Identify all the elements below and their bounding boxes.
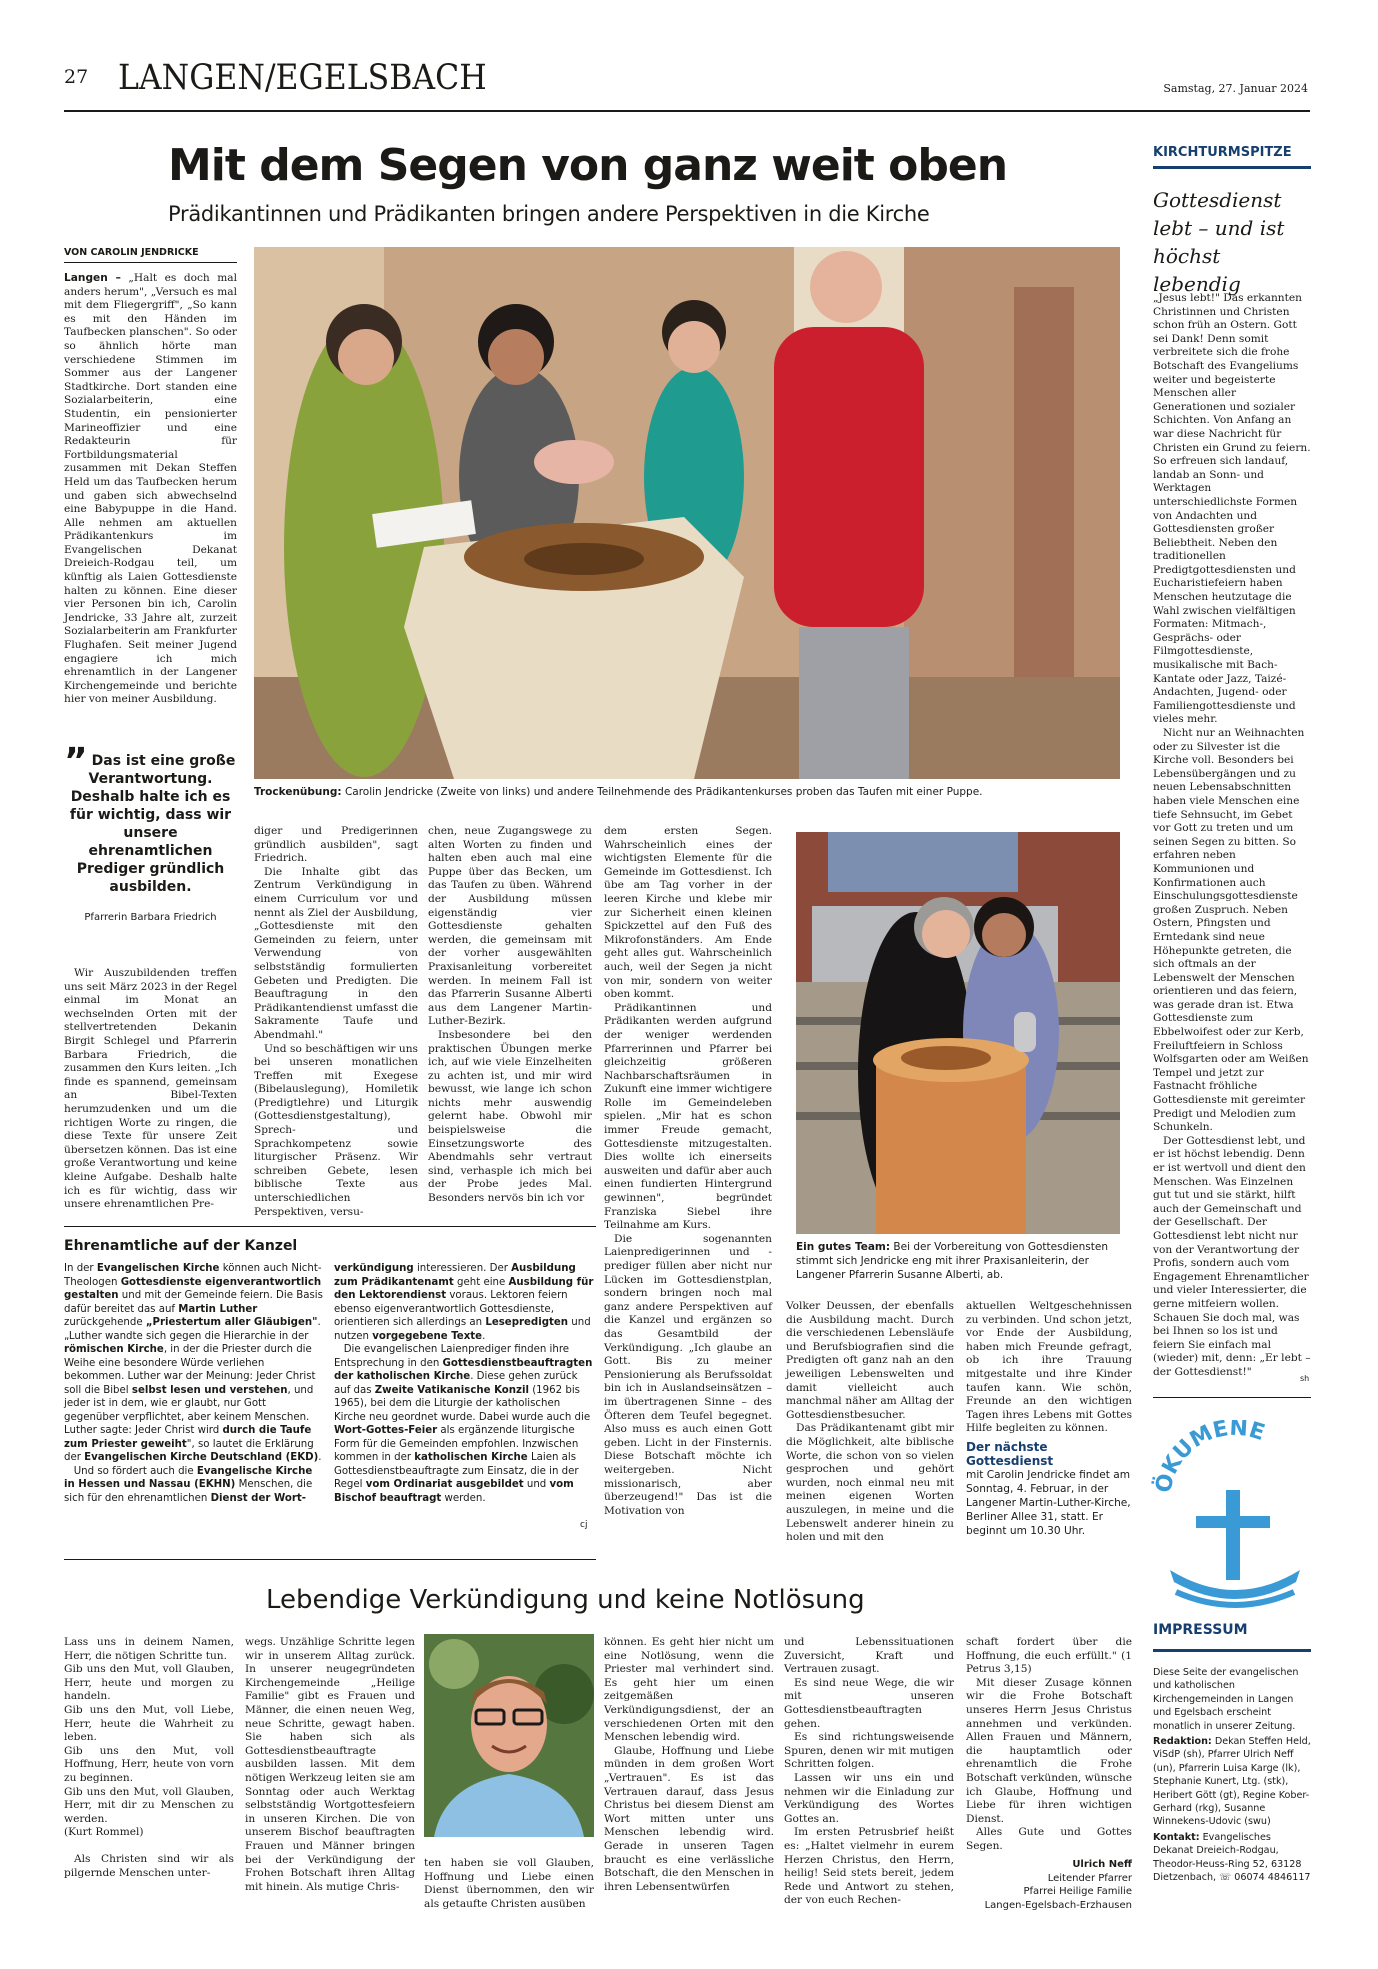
photo-ulrich-neff xyxy=(424,1634,594,1837)
photo1-caption-text: Carolin Jendricke (Zweite von links) und andere Teilnehmende des Prädikantenkurses proben das Taufen mit einer Puppe. xyxy=(344,786,983,798)
col2-body: diger und Predigerinnen gründlich ausbilden", sagt Friedrich. Die Inhalte gibt das Zentrum Verkündigung in einem Curriculum vor und nennt als Ziel der Ausbildung, „Gottesdienste mit den Gemeinden zu feiern, unter Verwendung von selbstständig formulierten Gebeten und Predigten. Die Beauftragung in den Prädikantendienst umfasst die Sakramente Taufe und Abendmahl." Und so beschäftigen wir uns bei unseren monatlichen Treffen mit Exegese (Bibelauslegung), Homiletik (Predigtlehre) und Liturgik (Gottesdienstgestaltung), Sprech- und Sprachkompetenz sowie liturgischer Präsenz. Wir schreiben Gebete, lesen biblische Texte aus unterschiedlichen Perspektiven, versu- xyxy=(254,825,418,1218)
col1-body: Wir Auszubildenden treffen uns seit März 2023 in der Regel einmal im Monat an wechselnden Orten mit der stellvertretenden Dekanin Birgit Schlegel und Pfarrerin Barbara Friedrich, die zusammen den Kurs leiten. „Ich finde es spannend, gemeinsam an Bibel-Texten herumzudenken und um die richtigen Worte zu ringen, die diese Texte für unsere Zeit übersetzen können. Das ist eine große Verantwortung und keine kleine Aufgabe. Deshalb halte ich es für wichtig, dass wir unsere ehrenamtlichen Pre- xyxy=(64,967,237,1211)
intro-text: „Halt es doch mal anders herum", „Versuch es mal mit dem Fliegergriff", „So kann es mit den Händen im Taufbecken planschen". So oder so ähnlich hörte man verschiedene Stimmen im Sommer aus der Langener Stadtkirche. Dort standen eine Sozialarbeiterin, eine Studentin, ein pensionierter Marineoffizier und eine Redakteurin für Fortbildungsmaterial zusammen mit Dekan Steffen Held um das Taufbecken herum und gaben sich abwechselnd eine Babypuppe in die Hand. Alle nehmen am aktuellen Prädikantenkurs im Evangelischen Dekanat Dreieich-Rodgau teil, um künftig als Laien Gottesdienste halten zu können. Eine dieser vier Personen bin ich, Carolin Jendricke, 33 Jahre alt, zurzeit Sozialarbeiterin am Frankfurter Flughafen. Seit meiner Jugend engagiere ich mich ehrenamtlich in der Langener Kirchengemeinde und berichte hier von meiner Ausbildung. xyxy=(64,272,237,706)
sidebar-rule xyxy=(1153,1397,1311,1398)
photo2-caption-text: Bei der Vorbereitung von Gottesdiensten stimmt sich Jendricke eng mit ihrer Praxisanleiterin, der Langener Pfarrerin Susanne Alberti, ab. xyxy=(796,1241,1108,1281)
photo1-caption xyxy=(254,786,983,798)
prayer-column: Lass uns in deinem Namen, Herr, die nötigen Schritte tun. Gib uns den Mut, voll Glauben, Herr, heute und morgen zu handeln. Gib uns den Mut, voll Liebe, Herr, heute die Wahrheit zu leben. Gib uns den Mut, voll Hoffnung, Herr, heute von vorn zu beginnen. Gib uns den Mut, voll Glauben, Herr, mit dir zu Menschen zu werden. (Kurt Rommel) Als Christen sind wir als pilgernde Menschen unter- xyxy=(64,1636,234,1879)
impressum-phone[interactable]: 06074 4846117 xyxy=(1234,1872,1311,1884)
oekumene-logo xyxy=(1150,1420,1320,1610)
logo-text: ÖKUMENE xyxy=(1151,1420,1268,1496)
intro-column xyxy=(64,272,237,707)
dateline: Langen – xyxy=(64,272,121,284)
photo1-caption-label: Trockenübung: xyxy=(254,786,342,798)
infobox-bottom-rule xyxy=(64,1559,596,1560)
second-headline: Lebendige Verkündigung und keine Notlösung xyxy=(266,1585,865,1615)
portrait-illustration xyxy=(424,1634,594,1837)
second-col3: ten haben sie voll Glauben, Hoffnung und Liebe einen Dienst übernommen, den wir als getaufte Christen ausüben xyxy=(424,1857,594,1910)
impressum-rule xyxy=(1153,1649,1311,1652)
sidebar-body: „Jesus lebt!" Das erkannten Christinnen und Christen schon früh an Ostern. Gott sei Dank! Denn somit verbreitete sich die frohe Botschaft des Evangeliums weiter und begeisterte Menschen aller Generationen und sozialer Schichten. Von Anfang an war diese Nachricht für Christen ein Grund zu feiern. So erfreuen sich landauf, landab an Sonn- und Werktagen unterschiedlichste Formen von Andachten und Gottesdiensten großer Beliebtheit. Neben den traditionellen Predigtgottesdiensten und Eucharistiefeiern haben Menschen heutzutage die Wahl zwischen vielfältigen Formaten: Mitmach-, Gesprächs- oder Filmgottesdienste, musikalische mit Bach-Kantate oder Jazz, Taizé-Andachten, Jugend- oder Familiengottesdienste und vieles mehr. Nicht nur an Weihnachten oder zu Silvester ist die Kirche voll. Besonders bei Lebensübergängen und zu neuen Lebensabschnitten haben viele Menschen eine tiefe Sehnsucht, im Gebet vor Gott zu treten und um seinen Segen zu bitten. So erfahren neben Kommunionen und Konfirmationen auch Einschulungsgottesdienste großen Zuspruch. Neben Ostern, Pfingsten und Erntedank sind neue Höhepunkte getreten, die sich oftmals an der Lebenswelt der Menschen orientieren und das feiern, was gerade dran ist. Etwa Gottesdienste zum Ebbelwoifest oder zur Kerb, Freiluftfeiern in Schloss Wolfsgarten oder am Weißen Tempel und jetzt zur Fastnacht fröhliche Gottesdienste mit gereimter Predigt und Melodien zum Schunkeln. Der Gottesdienst lebt, und er ist höchst lebendig. Denn er ist wertvoll und dient den Menschen. Was Einzelnen gut tut und sie stärkt, hilft auch der Gemeinschaft und der Gesellschaft. Der Gottesdienst lebt nicht nur von der Verantwortung der Profis, sondern auch vom Engagement Ehrenamtlicher und vieler Interessierter, die gerne mitfeiern wollen. Schauen Sie doch mal, was bei Ihnen so los ist und feiern Sie einfach mal (wieder) mit, denn: „Er lebt – der Gottesdienst!" xyxy=(1153,292,1311,1378)
photo2-illustration xyxy=(796,832,1120,1234)
infobox-col1: In der Evangelischen Kirche können auch Nicht-Theologen Gottesdienste eigenverantwortlich gestalten und mit der Gemeinde feiern. Die Basis dafür bereitet das auf Martin Luther zurückgehende „Priestertum aller Gläubigen". „Luther wandte sich gegen die Hierarchie in der römischen Kirche, in der die Priester durch die Weihe eine besondere Würde verliehen bekommen. Luther war der Meinung: Jeder Christ soll die Bibel selbst lesen und verstehen, und jeder ist in dem, wie er glaubt, nur Gott gegenüber verpflichtet, aber keinem Menschen. Luther sagte: Jeder Christ wird durch die Taufe zum Priester geweiht", so lautet die Erklärung der Evangelischen Kirche Deutschland (EKD). Und so fördert auch die Evangelische Kirche in Hessen und Nassau (EKHN) Menschen, die sich für den ehrenamtlichen Dienst der Wort- xyxy=(64,1263,323,1504)
sidebar-kicker-rule xyxy=(1153,166,1311,169)
section-title: LANGEN/EGELSBACH xyxy=(118,58,487,98)
impressum-redaktion-label: Redaktion: xyxy=(1153,1736,1212,1748)
sidebar-author: sh xyxy=(1300,1374,1310,1383)
sidebar-kicker: KIRCHTURMSPITZE xyxy=(1153,145,1292,160)
impressum-heading: IMPRESSUM xyxy=(1153,1622,1248,1638)
infobox-top-rule xyxy=(64,1226,596,1227)
subheadline: Prädikantinnen und Prädikanten bringen andere Perspektiven in die Kirche xyxy=(168,202,930,226)
second-col4: können. Es geht hier nicht um eine Notlösung, wenn die Priester mal verhindert sind. Es geht hier um einen zeitgemäßen Verkündigungsdienst, der an verschiedenen Orten mit den Menschen lebendig wird. Glaube, Hoffnung und Liebe münden in dem großen Wort „Vertrauen". Es ist das Vertrauen darauf, dass Jesus Christus bei diesem Dienst am Wort mitten unter uns Menschen lebendig wird. Gerade in unseren Tagen braucht es eine verlässliche Botschaft, die den Menschen in ihren Lebensentwürfen xyxy=(604,1636,774,1893)
signature-parish: Pfarrei Heilige Familie xyxy=(1023,1886,1132,1897)
infobox-col2: verkündigung interessieren. Der Ausbildung zum Prädikantenamt geht eine Ausbildung für den Lektorendienst voraus. Lektoren feiern ebenso eigenverantwortlich Gottesdienste, orientieren sich allerdings an Lesepredigten und nutzen vorgegebene Texte. Die evangelischen Laienprediger finden ihre Entsprechung in den Gottesdienstbeauftragten der katholischen Kirche. Diese gehen zurück auf das Zweite Vatikanische Konzil (1962 bis 1965), bei dem die Liturgie der katholischen Kirche neu geordnet wurde. Dabei wurde auch die Wort-Gottes-Feier als ergänzende liturgische Form für die Gemeinden empfohlen. Inzwischen kommen in der katholischen Kirche Laien als Gottesdienstbeauftragte zum Einsatz, die in der Regel vom Ordinariat ausgebildet und vom Bischof beauftragt werden. xyxy=(334,1263,594,1504)
next-service-heading: Der nächste Gottesdienst xyxy=(966,1440,1054,1468)
infobox-heading: Ehrenamtliche auf der Kanzel xyxy=(64,1238,298,1254)
oekumene-icon xyxy=(1150,1420,1320,1610)
impressum-redaktion: Dekan Steffen Held, ViSdP (sh), Pfarrer Ulrich Neff (un), Pfarrerin Luisa Karge (lk), Stephanie Kunert, Ltg. (stk), Heribert Gött (gt), Regine Kober-Gerhard (rkg), Susanne Winnekens-Udovic (swu) xyxy=(1153,1736,1311,1828)
signature-place: Langen-Egelsbach-Erzhausen xyxy=(984,1899,1132,1911)
quote-text: Das ist eine große Verantwortung. Deshalb halte ich es für wichtig, dass wir unsere ehrenamtlichen Prediger gründlich ausbilden. xyxy=(69,753,236,895)
signature xyxy=(966,1858,1132,1912)
impressum-intro: Diese Seite der evangelischen und katholischen Kirchengemeinden in Langen und Egelsbach erscheint monatlich in unserer Zeitung. xyxy=(1153,1667,1299,1732)
phone-icon: ☏ xyxy=(1219,1872,1232,1884)
photo2-caption xyxy=(796,1240,1120,1282)
byline-rule xyxy=(64,262,237,263)
next-service-text: mit Carolin Jendricke findet am Sonntag, 4. Februar, in der Langener Martin-Luther-Kirche, Berliner Allee 31, statt. Er beginnt um 10.30 Uhr. xyxy=(966,1469,1131,1537)
photo2-caption-label: Ein gutes Team: xyxy=(796,1241,891,1253)
quote-marks-icon: ” xyxy=(64,741,88,782)
second-col6: schaft fordert über die Hoffnung, die euch erfüllt." (1 Petrus 3,15) Mit dieser Zusage können wir die Frohe Botschaft unseres Herrn Jesus Christus annehmen und verkünden. Allen Frauen und Männern, die hauptamtlich oder ehrenamtlich die Frohe Botschaft verkünden, wünsche ich Glaube, Hoffnung und Liebe für ihren wichtigen Dienst. Alles Gute und Gottes Segen. xyxy=(966,1636,1132,1852)
issue-date: Samstag, 27. Januar 2024 xyxy=(1163,82,1308,95)
photo-illustration xyxy=(254,247,1120,779)
headline: Mit dem Segen von ganz weit oben xyxy=(168,140,1008,191)
byline: VON CAROLIN JENDRICKE xyxy=(64,247,199,258)
col3-body: chen, neue Zugangswege zu alten Worten zu finden und halten eben auch mal eine Puppe über das Becken, um das Taufen zu üben. Während der Ausbildung müssen eigenständig vier Gottesdienste gehalten werden, die gemeinsam mit der vorher ausgewählten Praxisanleitung vorbereitet werden. In meinem Fall ist das Pfarrerin Susanne Alberti aus dem Langener Martin-Luther-Bezirk. Insbesondere bei den praktischen Übungen merke ich, auf wie viele Einzelheiten zu achten ist, und mir wird bewusst, wie lange ich schon nichts mehr auswendig gelernt habe. Obwohl mir beispielsweise die Einsetzungsworte des Abendmahls sehr vertraut sind, verhasple ich mich bei der Probe jedes Mal. Besonders nervös bin ich vor xyxy=(428,825,592,1205)
second-col2: wegs. Unzählige Schritte legen wir in unserem Alltag zurück. In unserer neugegründeten Kirchengemeinde „Heilige Familie" gibt es Frauen und Männer, die einen neuen Weg, neue Schritte, gewagt haben. Sie haben sich als Gottesdienstbeauftragte ausbilden lassen. Mit dem nötigen Werkzeug leiten sie am Sonntag oder auch Werktag selbstständig Wortgottesfeiern in unseren Kirchen. Die von unserem Bischof beauftragten Frauen und Männer bringen bei der Verkündigung der Frohen Botschaft ihren Alltag mit hinein. Als mutige Chris- xyxy=(245,1636,415,1893)
col5-body: Volker Deussen, der ebenfalls die Ausbildung macht. Durch die verschiedenen Lebensläufe und Berufsbiografien sind die Predigten oft ganz nah an den jeweiligen Lebenswelten und damit vielleicht auch manchmal näher am Alltag der Gottesdienstbesucher. Das Prädikantenamt gibt mir die Möglichkeit, alte biblische Worte, die schon von so vielen gesprochen und gehört wurden, noch einmal neu mit meinen eigenen Worten auszulegen, in meine und die Lebenswelt anderer hinein zu holen und mit den xyxy=(786,1300,954,1544)
col6-body: aktuellen Weltgeschehnissen zu verbinden. Und schon jetzt, vor Ende der Ausbildung, haben mich Freunde gefragt, ob ich ihre Trauung mitgestalte und ihre Kinder taufen kann. Wie schön, Freunde an den wichtigen Tagen ihres Lebens mit Gottes Hilfe begleiten zu können. xyxy=(966,1300,1132,1435)
signature-role: Leitender Pfarrer xyxy=(1047,1872,1132,1884)
photo-baptism-practice xyxy=(254,247,1120,779)
photo-team xyxy=(796,832,1120,1234)
signature-name: Ulrich Neff xyxy=(1072,1859,1132,1870)
col4-body: dem ersten Segen. Wahrscheinlich eines der wichtigsten Elemente für die Gemeinde im Gottesdienst. Ich übe am Tag vorher in der leeren Kirche und klebe mir zur Sicherheit einen kleinen Spickzettel auf den Fuß des Mikrofonständers. Am Ende geht alles gut. Wahrscheinlich auch, weil der Segen ja nicht von mir, sondern von weiter oben kommt. Prädikantinnen und Prädikanten werden aufgrund der weniger werdenden Pfarrerinnen und Pfarrer bei gleichzeitig größeren Nachbarschaftsräumen in Zukunft eine immer wichtigere Rolle im Gemeindeleben spielen. „Mir hat es schon immer Freude gemacht, Gottesdienste mitzugestalten. Dies wollte ich einerseits ausweiten und dafür aber auch einen fundierten Hintergrund gewinnen", begründet Franziska Siebel ihre Teilnahme am Kurs. Die sogenannten Laienpredigerinnen und -prediger füllen aber nicht nur Lücken im Gottesdienstplan, sondern bringen noch mal ganz andere Perspektiven auf die Kanzel und ergänzen so das Gesamtbild der Verkündigung. „Ich glaube an Gott. Bis zu meiner Pensionierung als Berufssoldat bin ich in Auslandseinsätzen – im übertragenen Sinne – des Öfteren dem Teufel begegnet. Also muss es auch einen Gott geben. Licht in der Finsternis. Diese Botschaft möchte ich weitergeben. Nicht missionarisch, aber überzeugend!" Das ist die Motivation von xyxy=(604,825,772,1517)
quote-attribution: Pfarrerin Barbara Friedrich xyxy=(84,912,217,923)
impressum-body xyxy=(1153,1666,1313,1885)
next-service-box xyxy=(966,1440,1132,1538)
pull-quote xyxy=(64,741,237,923)
second-col5: und Lebenssituationen Zuversicht, Kraft und Vertrauen zusagt. Es sind neue Wege, die wir mit unseren Gottesdienstbeauftragten gehen. Es sind richtungsweisende Spuren, denen wir mit mutigen Schritten folgen. Lassen wir uns ein und nehmen wir die Einladung zur Verkündigung des Wortes Gottes an. Im ersten Petrusbrief heißt es: „Haltet vielmehr in eurem Herzen Christus, den Herrn, heilig! Seid stets bereit, jedem Rede und Antwort zu stehen, der von euch Rechen- xyxy=(784,1636,954,1907)
sidebar-title: Gottesdienst lebt – und ist höchst lebendig xyxy=(1153,188,1285,296)
impressum-kontakt-label: Kontakt: xyxy=(1153,1831,1200,1843)
masthead-rule xyxy=(64,110,1310,112)
page-number: 27 xyxy=(64,66,89,88)
impressum-kontakt: Evangelisches Dekanat Dreieich-Rodgau, Theodor-Heuss-Ring 52, 63128 Dietzenbach, xyxy=(1153,1831,1302,1884)
infobox-author: cj xyxy=(580,1520,588,1530)
